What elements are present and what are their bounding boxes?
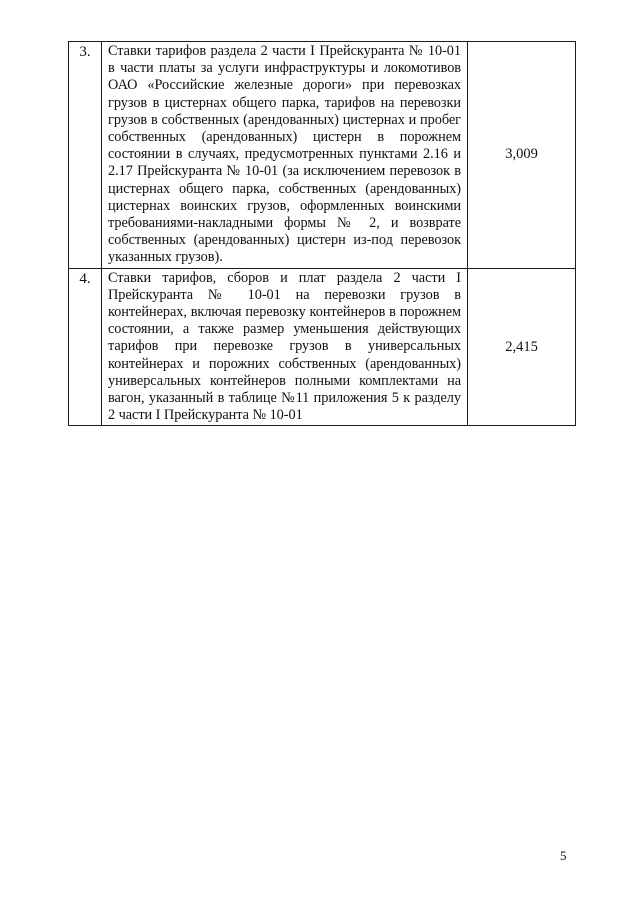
- row-description: Ставки тарифов раздела 2 части I Прейскуранта № 10-01 в части платы за услуги инфраструктуры и локомотивов ОАО «Российские железные дороги» при перевозках грузов в цистернах общего парка, тарифов на перевозки грузов в собственных (арендованных) цистернах и пробег собственных (арендованных) цистерн в порожнем состоянии в случаях, предусмотренных пунктами 2.16 и 2.17 Прейскуранта № 10-01 (за исключением перевозок в цистернах общего парка, собственных (арендованных) цистернах воинских грузов, оформленных воинскими требованиями-накладными формы № 2, и возврате собственных (арендованных) цистерн из-под перевозок указанных грузов).: [102, 42, 468, 269]
- table-row: [69, 42, 576, 269]
- tariff-table: [68, 41, 576, 426]
- table-row: [69, 268, 576, 426]
- page-number: 5: [560, 848, 567, 863]
- row-coefficient: 3,009: [468, 42, 576, 269]
- row-number: 4.: [69, 268, 102, 426]
- row-description: Ставки тарифов, сборов и плат раздела 2 части I Прейскуранта № 10-01 на перевозки грузов в контейнерах, включая перевозку контейнеров в порожнем состоянии, а также размер уменьшения действующих тарифов при перевозке грузов в универсальных контейнерах и порожних собственных (арендованных) универсальных контейнеров полными комплектами на вагон, указанный в таблице №11 приложения 5 к разделу 2 части I Прейскуранта № 10-01: [102, 268, 468, 426]
- row-coefficient: 2,415: [468, 268, 576, 426]
- row-number: 3.: [69, 42, 102, 269]
